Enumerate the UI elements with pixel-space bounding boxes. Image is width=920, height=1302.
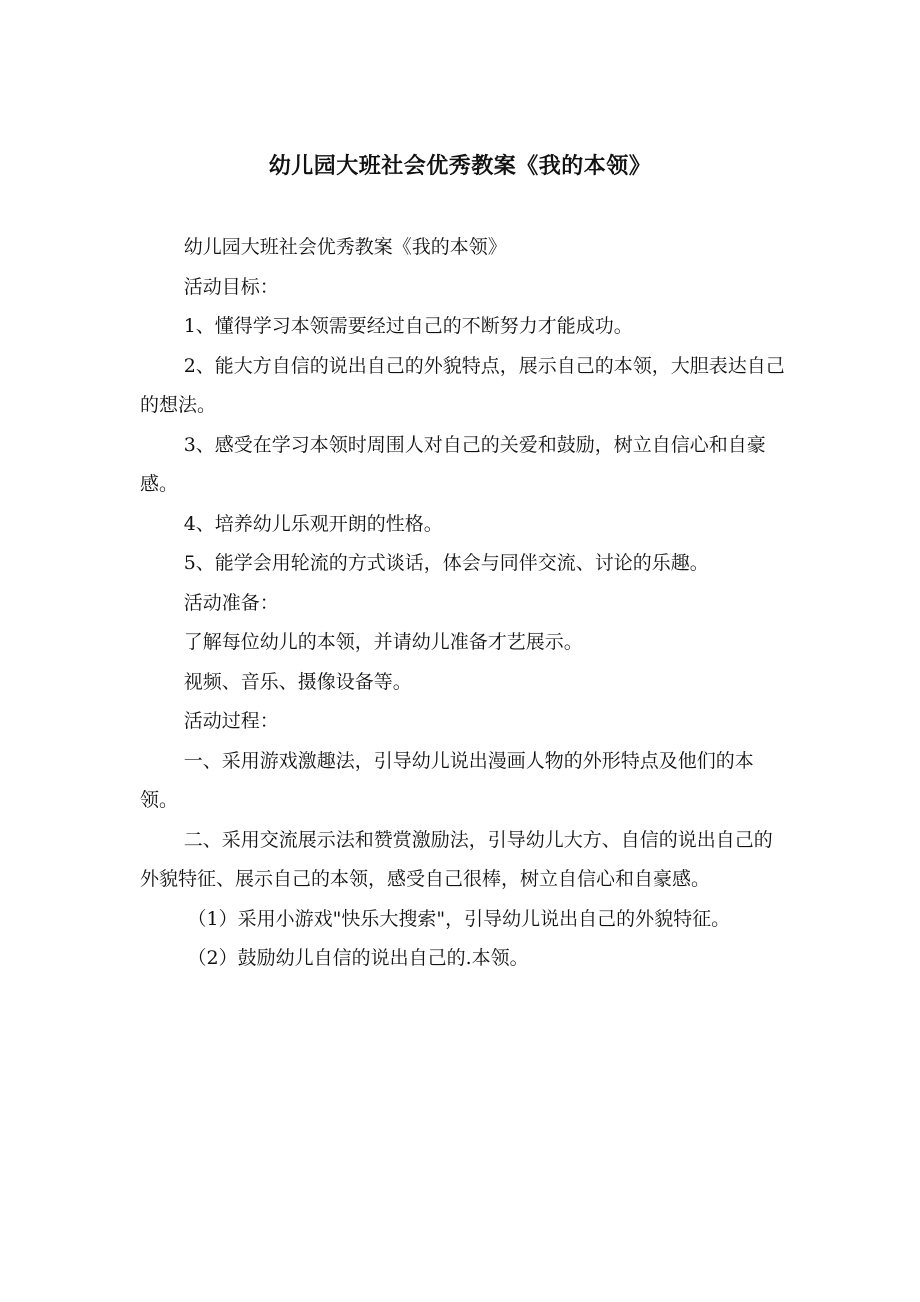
paragraph-goal-2: 2、能大方自信的说出自己的外貌特点，展示自己的本领，大胆表达自己的想法。 [140,354,785,416]
paragraph-goal-4: 4、培养幼儿乐观开朗的性格。 [183,512,443,535]
paragraph-goal-5: 5、能学会用轮流的方式谈话，体会与同伴交流、讨论的乐趣。 [183,552,709,574]
paragraph-substep-1: （1）采用小游戏"快乐大搜索"，引导幼儿说出自己的外貌特征。 [187,907,731,930]
paragraph-activity-goals-label: 活动目标： [183,275,279,298]
paragraph-goal-1: 1、懂得学习本领需要经过自己的不断努力才能成功。 [183,315,633,337]
document-title: 幼儿园大班社会优秀教案《我的本领》 [268,154,652,179]
paragraph-process-step-2: 二、采用交流展示法和赞赏激励法，引导幼儿大方、自信的说出自己的外貌特征、展示自己的本领，感受自己很棒，树立自信心和自豪感。 [140,828,773,890]
paragraph-preparation-1: 了解每位幼儿的本领，并请幼儿准备才艺展示。 [183,631,583,653]
paragraph-goal-3: 3、感受在学习本领时周围人对自己的关爱和鼓励，树立自信心和自豪感。 [140,433,766,495]
document-body [140,228,788,979]
paragraph-process-step-1: 一、采用游戏激趣法，引导幼儿说出漫画人物的外形特点及他们的本领。 [140,749,754,811]
paragraph-substep-2: （2）鼓励幼儿自信的说出自己的.本领。 [187,947,529,969]
paragraph-preparation-2: 视频、音乐、摄像设备等。 [183,670,412,693]
paragraph-process-label: 活动过程： [183,710,279,732]
paragraph-preparation-label: 活动准备： [183,591,279,614]
paragraph-heading-repeat: 幼儿园大班社会优秀教案《我的本领》 [183,236,507,258]
